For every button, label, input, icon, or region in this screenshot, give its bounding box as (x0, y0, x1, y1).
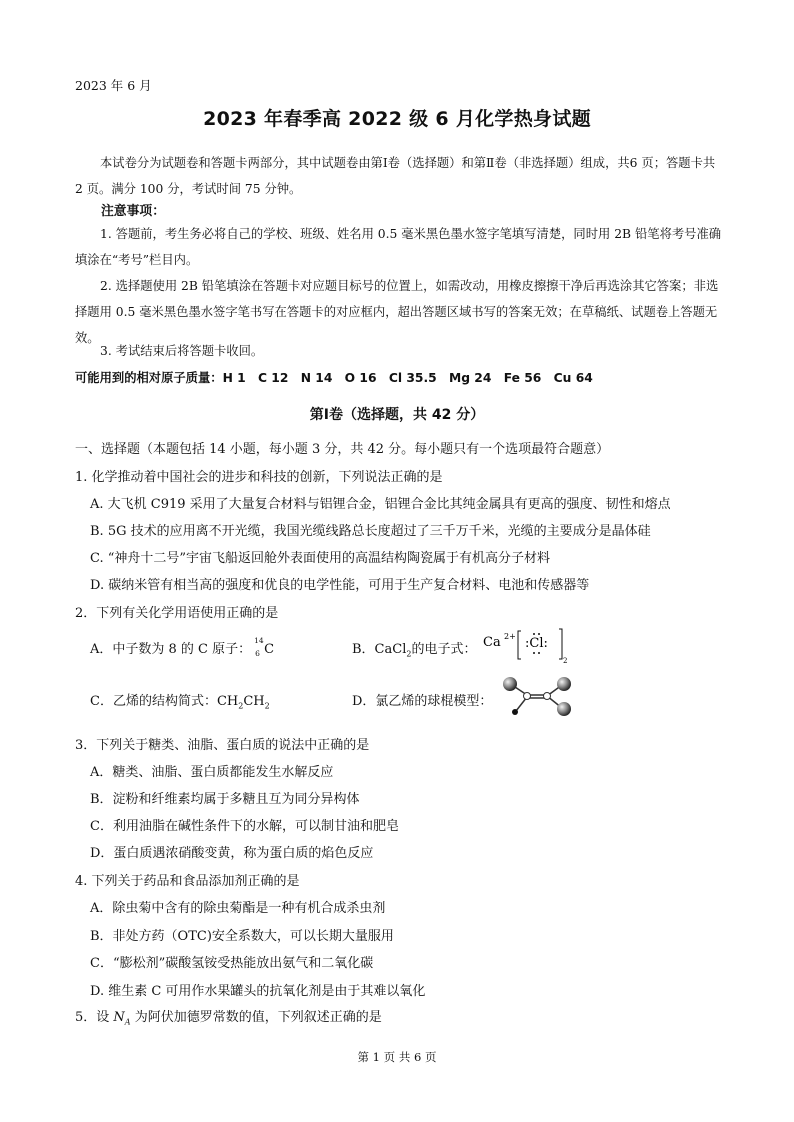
q2-option-d: D．氯乙烯的球棍模型： (352, 694, 493, 709)
q3-stem: 3．下列关于糖类、油脂、蛋白质的说法中正确的是 (75, 738, 370, 753)
note-item-2: 2. 选择题使用 2B 铅笔填涂在答题卡对应题目标号的位置上，如需改动，用橡皮擦擦干净后再选涂其它答案；非选择题用 0.5 毫米黑色墨水签字笔书写在答题卡的对应框内，超出答题区域书写的答案无效；在草稿纸、试题卷上答题无效。 (75, 279, 719, 345)
q2-option-a-text: A．中子数为 8 的 C 原子： (90, 642, 252, 657)
hydrogen-atom-icon (512, 709, 518, 715)
right-bracket-icon (559, 629, 562, 659)
page-footer: 第 1 页 共 6 页 (357, 1050, 437, 1064)
q3-option-a: A．糖类、油脂、蛋白质都能发生水解反应 (90, 765, 334, 780)
intro-paragraph: 本试卷分为试题卷和答题卡两部分，其中试题卷由第Ⅰ卷（选择题）和第Ⅱ卷（非选择题）组成，共6 页；答题卡共 2 页。满分 100 分，考试时间 75 分钟。 (75, 156, 716, 196)
q2-stem: 2．下列有关化学用语使用正确的是 (75, 606, 279, 621)
note-item-1: 1. 答题前，考生务必将自己的学校、班级、姓名用 0.5 毫米黑色墨水签字笔填写清楚，同时用 2B 铅笔将考号准确填涂在“考号”栏目内。 (75, 227, 722, 267)
q3-option-c: C．利用油脂在碱性条件下的水解，可以制甘油和肥皂 (90, 819, 399, 834)
left-bracket-icon (518, 631, 521, 659)
electron-dot (538, 652, 540, 654)
section-title: 第Ⅰ卷（选择题，共 42 分） (309, 407, 485, 423)
atom-ball-icon (503, 677, 517, 691)
lewis-anion-count: 2 (563, 657, 568, 665)
atom-ball-icon (557, 702, 571, 716)
q5-stem (75, 1006, 382, 1027)
q4-option-b: B．非处方药（OTC)安全系数大，可以长期大量服用 (90, 929, 394, 944)
q2-option-a (90, 638, 274, 657)
atom-ball-icon (557, 677, 571, 691)
atomic-masses (75, 365, 723, 391)
mcq-heading-text: 一、选择题（本题包括 14 小题，每小题 3 分，共 42 分。每小题只有一个选项最符合题意） (75, 442, 610, 457)
q5-avogadro-symbol: N (113, 1010, 125, 1025)
isotope-mass-number: 14 (254, 636, 264, 645)
q5-avogadro-sub: A (124, 1017, 131, 1027)
q3-option-d: D．蛋白质遇浓硝酸变黄，称为蛋白质的焰色反应 (90, 846, 374, 861)
q5-stem-pre: 5．设 (75, 1010, 114, 1025)
q2-option-b (352, 638, 476, 659)
q1-option-a: A. 大飞机 C919 采用了大量复合材料与铝锂合金，铝锂合金比其纯金属具有更高的强度、韧性和熔点 (90, 497, 671, 512)
exam-date: 2023 年 6 月 (75, 78, 152, 93)
q2-option-c (90, 690, 270, 711)
q3-option-b: B．淀粉和纤维素均属于多糖且互为同分异构体 (90, 792, 360, 807)
isotope-symbol: C (264, 642, 275, 657)
isotope-atomic-number: 6 (255, 649, 260, 658)
note-item-3: 3. 考试结束后将答题卡收回。 (100, 344, 264, 358)
q1-option-d: D. 碳纳米管有相当高的强度和优良的电学性能，可用于生产复合材料、电池和传感器等 (90, 578, 590, 593)
q1-option-c: C. “神舟十二号”宇宙飞船返回舱外表面使用的高温结构陶瓷属于有机高分子材料 (90, 551, 551, 566)
lewis-cation-charge: 2+ (504, 632, 516, 641)
mcq-heading (75, 438, 609, 457)
cacl2-electron-formula (483, 625, 578, 665)
vinyl-chloride-ball-stick-model (500, 675, 580, 719)
q2-option-c-sub2: 2 (264, 701, 270, 711)
q5-stem-post: 为阿伏加德罗常数的值，下列叙述正确的是 (130, 1010, 382, 1025)
notes-heading: 注意事项： (101, 204, 165, 219)
q1-option-b: B. 5G 技术的应用离不开光缆，我国光缆线路总长度超过了三千万千米，光缆的主要成分是晶体硅 (90, 524, 651, 539)
carbon-atom-icon (544, 693, 551, 700)
lewis-cation: Ca (483, 635, 501, 650)
electron-dot (533, 652, 535, 654)
electron-dot (533, 633, 535, 635)
q2-option-c-sub1: 2 (238, 701, 244, 711)
q4-option-d: D. 维生素 C 可用作水果罐头的抗氧化剂是由于其难以氧化 (90, 984, 426, 999)
q4-option-a: A．除虫菊中含有的除虫菊酯是一种有机合成杀虫剂 (90, 901, 386, 916)
lewis-anion: :Cl: (525, 636, 548, 651)
q2-option-c-mid: CH (243, 694, 265, 709)
q2-option-b-sub: 2 (406, 649, 412, 659)
q1-stem: 1. 化学推动着中国社会的进步和科技的创新，下列说法正确的是 (75, 470, 443, 485)
exam-title: 2023 年春季高 2022 级 6 月化学热身试题 (203, 108, 591, 130)
carbon-isotope-notation (254, 636, 264, 658)
q4-stem: 4. 下列关于药品和食品添加剂正确的是 (75, 874, 300, 889)
q2-option-b-tail: 的电子式： (411, 642, 477, 657)
carbon-atom-icon (524, 693, 531, 700)
electron-dot (538, 633, 540, 635)
q2-option-c-text: C．乙烯的结构简式：CH (90, 694, 239, 709)
q4-option-c: C．“膨松剂”碳酸氢铵受热能放出氨气和二氧化碳 (90, 956, 374, 971)
atomic-masses-text: 可能用到的相对原子质量：H 1 C 12 N 14 O 16 Cl 35.5 Mg 24 Fe 56 Cu 64 (75, 371, 593, 385)
q2-option-b-text: B．CaCl (352, 642, 407, 657)
